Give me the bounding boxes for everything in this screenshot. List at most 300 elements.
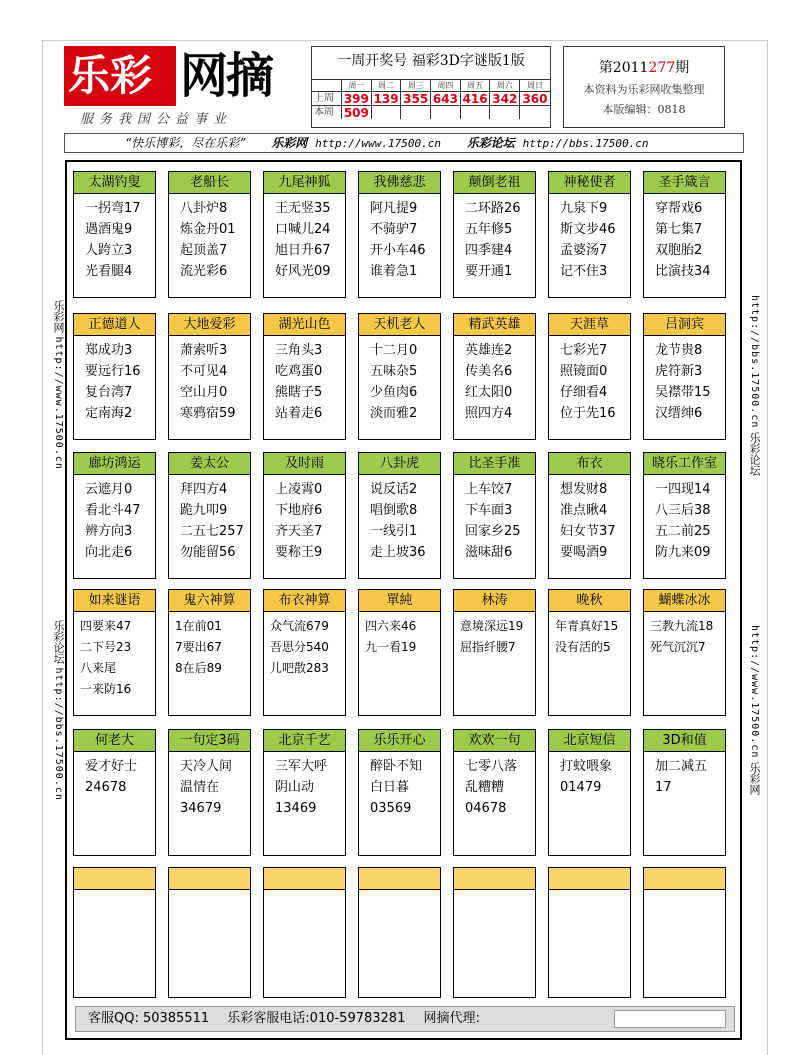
- card-line: 八来尾: [80, 661, 117, 675]
- card-line: 阿凡提9: [370, 201, 418, 216]
- card-title: 廊坊鸿运: [74, 453, 155, 475]
- card-line: 熊瞎子5: [275, 385, 323, 400]
- card-line: 九泉下9: [560, 201, 608, 216]
- logo-black-part: 网摘: [180, 48, 273, 104]
- card-line: 向北走6: [85, 545, 133, 560]
- card-title: 及时雨: [264, 453, 345, 475]
- draw-number: [461, 106, 491, 119]
- issue-note: 本资料为乐彩网收集整理: [583, 83, 705, 96]
- card-body: [549, 194, 630, 282]
- card-line: 斯文步46: [560, 222, 616, 237]
- card-title: 林涛: [454, 590, 535, 612]
- card-title: 3D和值: [644, 730, 725, 752]
- slogan: 服务我国公益事业: [80, 112, 233, 127]
- card-line: 八三后38: [655, 503, 711, 518]
- card-title: 八卦虎: [359, 453, 440, 475]
- card-line: 辨方向3: [85, 524, 133, 539]
- issue-box: [563, 46, 725, 128]
- card-line: 汉缙绅6: [655, 406, 703, 421]
- card-line: 上车饺7: [465, 482, 513, 497]
- card-body: [454, 752, 535, 819]
- card-body: [74, 194, 155, 282]
- last-week-row: [312, 91, 550, 105]
- frame-left-line: [42, 40, 43, 1055]
- draw-number: [431, 106, 461, 119]
- card-body: [454, 336, 535, 424]
- card-line: 一四现14: [655, 482, 711, 497]
- card-line: 要称王9: [275, 545, 323, 560]
- draw-title: 一周开奖号 福彩3D字谜版1版: [337, 53, 525, 69]
- card-body: [644, 336, 725, 424]
- card-line: 四季建4: [465, 243, 513, 258]
- card-line: 孟婆汤7: [560, 243, 608, 258]
- riddle-card: [168, 171, 251, 298]
- card-line: 意境深远19: [460, 619, 524, 633]
- site-url-link[interactable]: http://www.17500.cn: [315, 137, 441, 150]
- riddle-card: [263, 313, 346, 440]
- footer-phone: 乐彩客服电话:010-59783281: [227, 1011, 406, 1026]
- riddle-card: [168, 867, 251, 998]
- card-title: 北京短信: [549, 730, 630, 752]
- card-title: 神秘使者: [549, 172, 630, 194]
- issue-number: 第2011277期: [598, 60, 690, 76]
- card-line: 光看腿4: [85, 264, 133, 279]
- card-body: [264, 612, 345, 679]
- draw-number: 399: [342, 92, 372, 105]
- forum-label: 乐彩论坛: [466, 136, 515, 150]
- card-title: 我佛慈悲: [359, 172, 440, 194]
- card-body: [359, 612, 440, 658]
- draw-number: [490, 106, 520, 119]
- card-line: 双胞胎2: [655, 243, 703, 258]
- riddle-card: [263, 452, 346, 579]
- card-body: [644, 752, 725, 798]
- this-week-row: [312, 105, 550, 119]
- card-line: 阴山动: [275, 780, 315, 795]
- card-body: [359, 475, 440, 563]
- card-line: 站着走6: [275, 406, 323, 421]
- riddle-card: [643, 867, 726, 998]
- riddle-card: [548, 589, 631, 716]
- card-line: 看北斗47: [85, 503, 141, 518]
- card-title: [74, 868, 155, 890]
- card-line: 淡而雅2: [370, 406, 418, 421]
- card-line: 空山月0: [180, 385, 228, 400]
- card-body: [644, 890, 725, 894]
- card-body: [549, 890, 630, 894]
- riddle-card: [453, 729, 536, 856]
- card-body: [454, 890, 535, 894]
- draw-grid: [312, 79, 550, 119]
- riddle-card: [548, 729, 631, 856]
- card-line: 王无竖35: [275, 201, 331, 216]
- card-line: 好风光09: [275, 264, 331, 279]
- draw-number: 139: [372, 92, 402, 105]
- card-line: 打蚊喂象: [560, 759, 613, 774]
- card-line: 一线引1: [370, 524, 418, 539]
- card-line: 03569: [370, 801, 412, 816]
- weekday-label: 周一: [342, 80, 372, 91]
- card-line: 白日暮: [370, 780, 410, 795]
- card-line: 四要来47: [80, 619, 132, 633]
- card-line: 乱糟糟: [465, 780, 505, 795]
- card-line: 七零八落: [465, 759, 518, 774]
- card-line: 五年修5: [465, 222, 513, 237]
- riddle-card: [73, 452, 156, 579]
- riddle-card: [643, 313, 726, 440]
- card-body: [549, 336, 630, 424]
- card-line: 滋味甜6: [465, 545, 513, 560]
- card-title: 乐乐开心: [359, 730, 440, 752]
- card-body: [549, 612, 630, 658]
- riddle-card: [168, 313, 251, 440]
- card-line: 郑成功3: [85, 343, 133, 358]
- card-line: 儿吧散283: [270, 661, 329, 675]
- side-left-top: 乐彩网 http://www.17500.cn: [52, 300, 65, 470]
- riddle-card: [453, 171, 536, 298]
- draw-number: 355: [401, 92, 431, 105]
- card-line: 起顶盖7: [180, 243, 228, 258]
- weekday-label: 周三: [401, 80, 431, 91]
- card-title: 圣手箴言: [644, 172, 725, 194]
- card-line: 八卦炉8: [180, 201, 228, 216]
- card-body: [359, 336, 440, 424]
- riddle-card: [453, 589, 536, 716]
- riddle-card: [73, 171, 156, 298]
- riddle-card: [548, 452, 631, 579]
- card-line: 13469: [275, 801, 317, 816]
- riddle-card: [643, 729, 726, 856]
- card-line: 旭日升67: [275, 243, 331, 258]
- card-line: 7要出67: [175, 640, 222, 654]
- card-title: 大地爱彩: [169, 314, 250, 336]
- card-line: 二环路26: [465, 201, 521, 216]
- footer-qq: 客服QQ: 50385511: [88, 1011, 210, 1026]
- card-line: 回家乡25: [465, 524, 521, 539]
- card-line: 七彩光7: [560, 343, 608, 358]
- card-line: 九一看19: [365, 640, 417, 654]
- card-line: 穿帮戏6: [655, 201, 703, 216]
- riddle-card: [73, 589, 156, 716]
- card-body: [549, 475, 630, 563]
- footer-agent: 网摘代理:: [423, 1011, 480, 1026]
- card-title: 如来谜语: [74, 590, 155, 612]
- card-line: 照四方4: [465, 406, 513, 421]
- card-title: 吕洞宾: [644, 314, 725, 336]
- card-line: 一来防16: [80, 682, 132, 696]
- card-title: 鬼六神算: [169, 590, 250, 612]
- card-body: [454, 612, 535, 658]
- riddle-card: [263, 729, 346, 856]
- card-line: 二五七257: [180, 524, 244, 539]
- card-line: 不骑驴7: [370, 222, 418, 237]
- card-line: 复台湾7: [85, 385, 133, 400]
- card-body: [169, 612, 250, 679]
- card-line: 01479: [560, 780, 602, 795]
- card-title: [454, 868, 535, 890]
- card-title: 欢欢一句: [454, 730, 535, 752]
- draw-number: [520, 106, 550, 119]
- riddle-card: [453, 452, 536, 579]
- card-line: 下车面3: [465, 503, 513, 518]
- riddle-card: [358, 729, 441, 856]
- riddle-card: [358, 867, 441, 998]
- card-line: 妇女节37: [560, 524, 616, 539]
- card-body: [359, 890, 440, 894]
- riddle-card: [643, 452, 726, 579]
- issue-editor: 本版编辑：0818: [602, 103, 686, 116]
- card-line: 唱倒歌8: [370, 503, 418, 518]
- card-title: 天机老人: [359, 314, 440, 336]
- card-title: 北京千艺: [264, 730, 345, 752]
- card-line: 口喊儿24: [275, 222, 331, 237]
- card-line: 开小车46: [370, 243, 426, 258]
- card-line: 虎符新3: [655, 364, 703, 379]
- weekday-label: 周五: [461, 80, 491, 91]
- card-body: [264, 475, 345, 563]
- riddle-card: [168, 589, 251, 716]
- card-line: 爱才好士: [85, 759, 138, 774]
- card-title: 九尾神狐: [264, 172, 345, 194]
- draw-number: 416: [461, 92, 491, 105]
- card-line: 五味杂5: [370, 364, 418, 379]
- card-line: 云遮月0: [85, 482, 133, 497]
- riddle-card: [358, 452, 441, 579]
- weekday-label: 周四: [431, 80, 461, 91]
- card-line: 要远行16: [85, 364, 141, 379]
- riddle-card: [263, 171, 346, 298]
- card-body: [169, 752, 250, 819]
- card-line: 04678: [465, 801, 507, 816]
- card-title: [264, 868, 345, 890]
- frame-right-line: [767, 40, 768, 1055]
- card-title: 精武英雄: [454, 314, 535, 336]
- card-line: 拜四方4: [180, 482, 228, 497]
- riddle-card: [358, 589, 441, 716]
- card-title: [644, 868, 725, 890]
- card-line: 齐天圣7: [275, 524, 323, 539]
- card-title: 天涯草: [549, 314, 630, 336]
- card-line: 红太阳0: [465, 385, 513, 400]
- riddle-card: [263, 589, 346, 716]
- riddle-card: [168, 729, 251, 856]
- card-line: 人跨立3: [85, 243, 133, 258]
- logo-red-part: 乐彩: [64, 46, 176, 106]
- side-left-bottom: 乐彩论坛 http://bbs.17500.cn: [52, 620, 65, 801]
- agent-field: [614, 1010, 726, 1028]
- card-line: 跪九叩9: [180, 503, 228, 518]
- card-title: 老船长: [169, 172, 250, 194]
- card-body: [74, 752, 155, 798]
- draw-number: 342: [490, 92, 520, 105]
- card-title: 正德道人: [74, 314, 155, 336]
- card-title: [169, 868, 250, 890]
- card-line: 要开通1: [465, 264, 513, 279]
- card-line: 说反话2: [370, 482, 418, 497]
- card-title: 晚秋: [549, 590, 630, 612]
- card-line: 没有活的5: [555, 640, 611, 654]
- card-body: [74, 475, 155, 563]
- this-week-label: 本周: [312, 106, 342, 119]
- card-line: 少鱼肉6: [370, 385, 418, 400]
- card-line: 1在前01: [175, 619, 222, 633]
- card-line: 三军大呼: [275, 759, 328, 774]
- card-line: 二下号23: [80, 640, 132, 654]
- draw-numbers-box: [311, 46, 551, 128]
- card-body: [644, 612, 725, 658]
- card-line: 天冷人间: [180, 759, 233, 774]
- draw-number: [401, 106, 431, 119]
- card-line: 炼金丹01: [180, 222, 236, 237]
- card-body: [644, 194, 725, 282]
- riddle-card: [73, 867, 156, 998]
- footer-bar: [75, 1006, 735, 1032]
- card-line: 防九来09: [655, 545, 711, 560]
- card-line: 英雄连2: [465, 343, 513, 358]
- card-body: [169, 194, 250, 282]
- riddle-card: [453, 313, 536, 440]
- card-line: 上凌霄0: [275, 482, 323, 497]
- weekday-row: [312, 79, 550, 91]
- card-body: [74, 336, 155, 424]
- frame-top-line: [42, 40, 768, 41]
- card-line: 定南海2: [85, 406, 133, 421]
- motto: “快乐博彩，尽在乐彩”: [125, 136, 246, 150]
- weekday-label: 周六: [490, 80, 520, 91]
- side-right-bottom: http://www.17500.cn 乐彩网: [748, 625, 761, 795]
- card-line: 想发财8: [560, 482, 608, 497]
- card-title: 姜太公: [169, 453, 250, 475]
- card-title: 太湖钓叟: [74, 172, 155, 194]
- riddle-card: [73, 313, 156, 440]
- card-body: [74, 890, 155, 894]
- card-line: 加二减五: [655, 759, 708, 774]
- card-line: 照镜面0: [560, 364, 608, 379]
- card-body: [264, 890, 345, 894]
- riddle-card: [358, 171, 441, 298]
- card-line: 三角头3: [275, 343, 323, 358]
- card-line: 谁着急1: [370, 264, 418, 279]
- draw-number: 643: [431, 92, 461, 105]
- riddle-card: [548, 313, 631, 440]
- riddle-card: [643, 171, 726, 298]
- card-line: 走上坡36: [370, 545, 426, 560]
- draw-number: [372, 106, 402, 119]
- weekday-label: 周日: [526, 81, 543, 90]
- card-line: 年青真好15: [555, 619, 619, 633]
- card-body: [264, 752, 345, 819]
- riddle-card: [548, 171, 631, 298]
- card-line: 下地府6: [275, 503, 323, 518]
- card-line: 死气沉沉7: [650, 640, 706, 654]
- card-body: [74, 612, 155, 700]
- card-line: 勿能留56: [180, 545, 236, 560]
- card-line: 比演技34: [655, 264, 711, 279]
- riddle-card: [168, 452, 251, 579]
- card-line: 34679: [180, 801, 222, 816]
- card-line: 十二月0: [370, 343, 418, 358]
- riddle-card: [263, 867, 346, 998]
- logo: [64, 46, 296, 106]
- card-body: [454, 475, 535, 563]
- side-right-top: http://bbs.17500.cn 乐彩论坛: [748, 295, 761, 476]
- card-line: 四六来46: [365, 619, 417, 633]
- card-line: 寒鸦宿59: [180, 406, 236, 421]
- card-body: [264, 194, 345, 282]
- riddle-card: [548, 867, 631, 998]
- card-line: 吴襟带15: [655, 385, 711, 400]
- card-title: 湖光山色: [264, 314, 345, 336]
- card-line: 24678: [85, 780, 127, 795]
- riddle-card: [643, 589, 726, 716]
- card-line: 不可见4: [180, 364, 228, 379]
- riddle-card: [73, 729, 156, 856]
- card-line: 仔细看4: [560, 385, 608, 400]
- card-title: 蝴蝶冰冰: [644, 590, 725, 612]
- card-title: 晓乐工作室: [644, 453, 725, 475]
- card-body: [169, 336, 250, 424]
- card-line: 17: [655, 780, 672, 795]
- card-line: 五二前25: [655, 524, 711, 539]
- last-week-label: 上周: [312, 92, 342, 105]
- card-title: 颠倒老祖: [454, 172, 535, 194]
- card-body: [454, 194, 535, 282]
- card-body: [549, 752, 630, 798]
- card-line: 流光彩6: [180, 264, 228, 279]
- card-line: 位于先16: [560, 406, 616, 421]
- forum-url-link[interactable]: http://bbs.17500.cn: [522, 137, 649, 150]
- card-body: [644, 475, 725, 563]
- card-line: 吃鸡蛋0: [275, 364, 323, 379]
- site-label: 乐彩网: [271, 136, 308, 150]
- card-title: 比圣手准: [454, 453, 535, 475]
- draw-number: 360: [522, 92, 548, 106]
- card-title: [359, 868, 440, 890]
- card-line: 吾思分540: [270, 640, 329, 654]
- card-line: 三教九流18: [650, 619, 714, 633]
- card-body: [264, 336, 345, 424]
- card-title: 布衣: [549, 453, 630, 475]
- card-line: 醉卧不知: [370, 759, 423, 774]
- card-body: [169, 890, 250, 894]
- card-line: 准点瞅4: [560, 503, 608, 518]
- card-body: [359, 752, 440, 819]
- card-line: 龙节贵8: [655, 343, 703, 358]
- card-line: 一拐弯17: [85, 201, 141, 216]
- card-line: 屈指纤腰7: [460, 640, 516, 654]
- card-line: 记不住3: [560, 264, 608, 279]
- weekday-label: 周二: [372, 80, 402, 91]
- card-line: 要喝酒9: [560, 545, 608, 560]
- card-title: 布衣神算: [264, 590, 345, 612]
- card-line: 传美名6: [465, 364, 513, 379]
- card-line: 第七集7: [655, 222, 703, 237]
- riddle-card: [358, 313, 441, 440]
- card-title: 一句定3码: [169, 730, 250, 752]
- riddle-card: [453, 867, 536, 998]
- card-line: 遇酒鬼9: [85, 222, 133, 237]
- card-body: [359, 194, 440, 282]
- card-line: 众气流679: [270, 619, 329, 633]
- card-line: 8在后89: [175, 661, 222, 675]
- card-title: 何老大: [74, 730, 155, 752]
- card-line: 萧索听3: [180, 343, 228, 358]
- card-line: 温情在: [180, 780, 220, 795]
- draw-number: 509: [342, 106, 372, 119]
- url-bar: [64, 133, 744, 153]
- card-body: [169, 475, 250, 563]
- card-title: [549, 868, 630, 890]
